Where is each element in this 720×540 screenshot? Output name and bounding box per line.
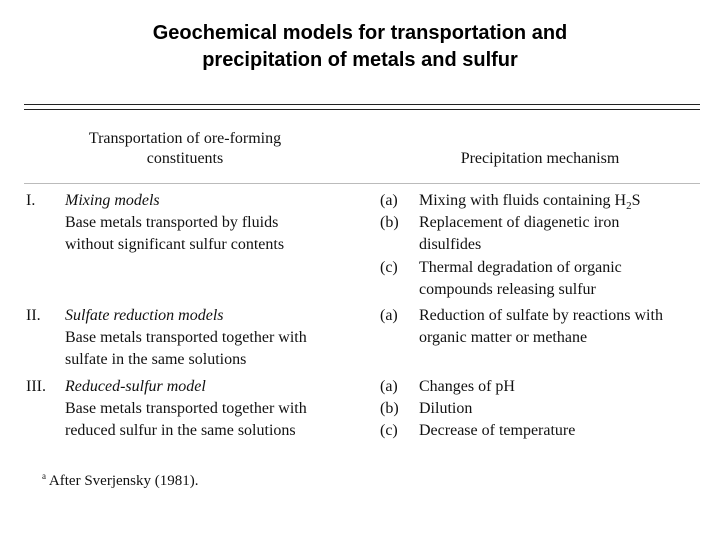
mechanism-text: Reduction of sulfate by reactions with — [419, 307, 663, 324]
model-description: Base metals transported by fluids — [65, 214, 279, 231]
mechanism-label: (a) — [380, 307, 398, 324]
model-description: Base metals transported together with — [65, 329, 307, 346]
model-description: Base metals transported together with — [65, 400, 307, 417]
slide-title — [0, 20, 720, 74]
model-description: reduced sulfur in the same solutions — [65, 422, 296, 439]
row-numeral: I. — [26, 192, 36, 209]
model-description: without significant sulfur contents — [65, 236, 285, 253]
model-name: Mixing models — [65, 192, 160, 209]
mechanism-text: Decrease of temperature — [419, 422, 576, 439]
mechanism-text: Thermal degradation of organic — [419, 259, 622, 276]
table-top-rule-2 — [24, 109, 700, 110]
mechanism-label: (a) — [380, 378, 398, 395]
header-transportation: Transportation of ore-forming constituents — [88, 130, 282, 167]
mechanism-text: Replacement of diagenetic iron — [419, 214, 620, 231]
row-numeral: II. — [26, 307, 41, 324]
mechanism-text: disulfides — [419, 236, 482, 253]
footnote: $^a$ After Sverjensky (1981). — [42, 471, 199, 489]
title-line-2: precipitation of metals and sulfur — [202, 49, 518, 71]
model-description: sulfate in the same solutions — [65, 351, 247, 368]
mechanism-text: Changes of pH — [419, 378, 515, 395]
mechanism-label: (b) — [380, 214, 399, 231]
mechanism-label: (c) — [380, 259, 398, 276]
model-name: Reduced-sulfur model — [65, 378, 206, 395]
header-rule — [24, 183, 700, 184]
mechanism-text: organic matter or methane — [419, 329, 588, 346]
table-top-rule — [24, 104, 700, 105]
row-numeral: III. — [26, 378, 46, 395]
mechanism-label: (c) — [380, 422, 398, 439]
header-precipitation: Precipitation mechanism — [460, 150, 620, 167]
mechanism-label: (a) — [380, 192, 398, 209]
mechanism-text: Dilution — [419, 400, 473, 417]
mechanism-text: compounds releasing sulfur — [419, 281, 596, 298]
title-line-1: Geochemical models for transportation and — [152, 22, 568, 44]
model-name: Sulfate reduction models — [65, 307, 224, 324]
mechanism-text: Mixing with fluids containing $H_2S$ — [419, 192, 641, 212]
mechanism-label: (b) — [380, 400, 399, 417]
